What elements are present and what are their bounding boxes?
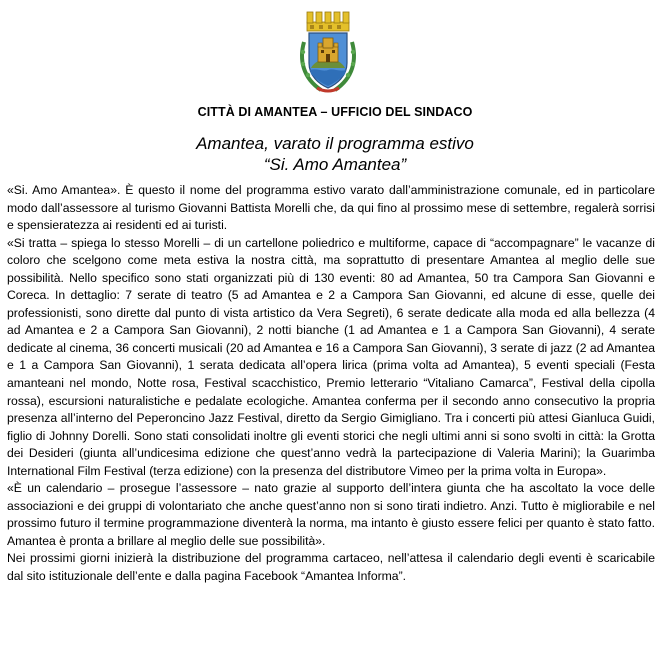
paragraph-program-details: «Si tratta – spiega lo stesso Morelli – di un cartellone poliedrico e multiforme, capace di “accompagnare” le vacanze di coloro che scelgono come meta estiva la nostra città, ma soprattutto di presentare Amantea al meglio delle sue possibilità. Nello specifico sono stati organizzati più di 130 eventi: 80 ad Amantea, 50 tra Campora San Giovanni e Coreca. In dettaglio: 7 serate di teatro (5 ad Amantea e 2 a Campora San Giovanni, ed alcune di esse, quelle dei professionisti, sono dirette dal punto di vista artistico da Vera Segreti), 6 serate dedicate alla moda ed alla bellezza (4 ad Amantea e 2 a Campora San Giovanni), 2 notti bianche (1 ad Amantea e 1 a Campora San Giovanni), 4 serate dedicate al cinema, 36 concerti musicali (20 ad Amantea e 16 a Campora San Giovanni), 3 serate di jazz (2 ad Amantea e 1 a Campora San Giovanni), 1 serata dedicata all’opera lirica (prima volta ad Amantea), 5 eventi speciali (Festa amanteani nel mondo, Notte rosa, Festival scacchistico, Premio letterario “Vitaliano Camarca”, Festival della cipolla rossa), escursioni naturalistiche e pedalate ecologiche. Amantea conferma per il secondo anno consecutivo la propria presenza all’interno del Peperoncino Jazz Festival, diretto da Sergio Gimigliano. Tra i concerti più attesi Gianluca Guidi, figlio di Johnny Dorelli. Sono stati consolidati inoltre gli eventi storici che negli ultimi anni si sono svolti in città: la Grotta dei Desideri (giunta all’undicesima edizione che quest’anno vedrà la partecipazione di Valeria Marini); la Guarimba International Film Festival (terza edizione) con la presenza del distributore Vimeo per la prima volta in Europa». bbox=[7, 235, 655, 478]
crown-icon bbox=[307, 12, 349, 31]
press-release-headline bbox=[0, 133, 670, 175]
paragraph-intro: «Si. Amo Amantea». È questo il nome del programma estivo varato dall’amministrazione comunale, ed in particolare modo dall’assessore al turismo Giovanni Battista Morelli che, da qui fino al prossimo mese di settembre, regalerà sorrisi e spensieratezza ai residenti ed ai turisti. bbox=[7, 183, 655, 233]
paragraph-assessor-quote: «È un calendario – prosegue l’assessore – nato grazie al supporto dell’intera giunta che ha ascoltato la voce delle associazioni e dei gruppi di volontariato che anche quest’anno non si sono tirati indietro. Anzi. Tutto è migliorabile e nel prossimo futuro il termine programmazione diventerà la norma, ma intanto è giusto essere felici per quanto è stato fatto. Amantea è pronta a brillare al meglio delle sue possibilità». bbox=[7, 481, 655, 548]
office-heading: CITTÀ DI AMANTEA – UFFICIO DEL SINDACO bbox=[197, 105, 473, 119]
municipal-crest-icon bbox=[297, 8, 359, 96]
headline-line-2: “Si. Amo Amantea” bbox=[263, 155, 407, 174]
article-body bbox=[7, 182, 655, 586]
headline-line-1: Amantea, varato il programma estivo bbox=[196, 134, 474, 153]
paragraph-distribution: Nei prossimi giorni inizierà la distribuzione del programma cartaceo, nell’attesa il calendario degli eventi è scaricabile dal sito istituzionale dell’ente e dalla pagina Facebook “Amantea Informa”. bbox=[7, 551, 655, 584]
